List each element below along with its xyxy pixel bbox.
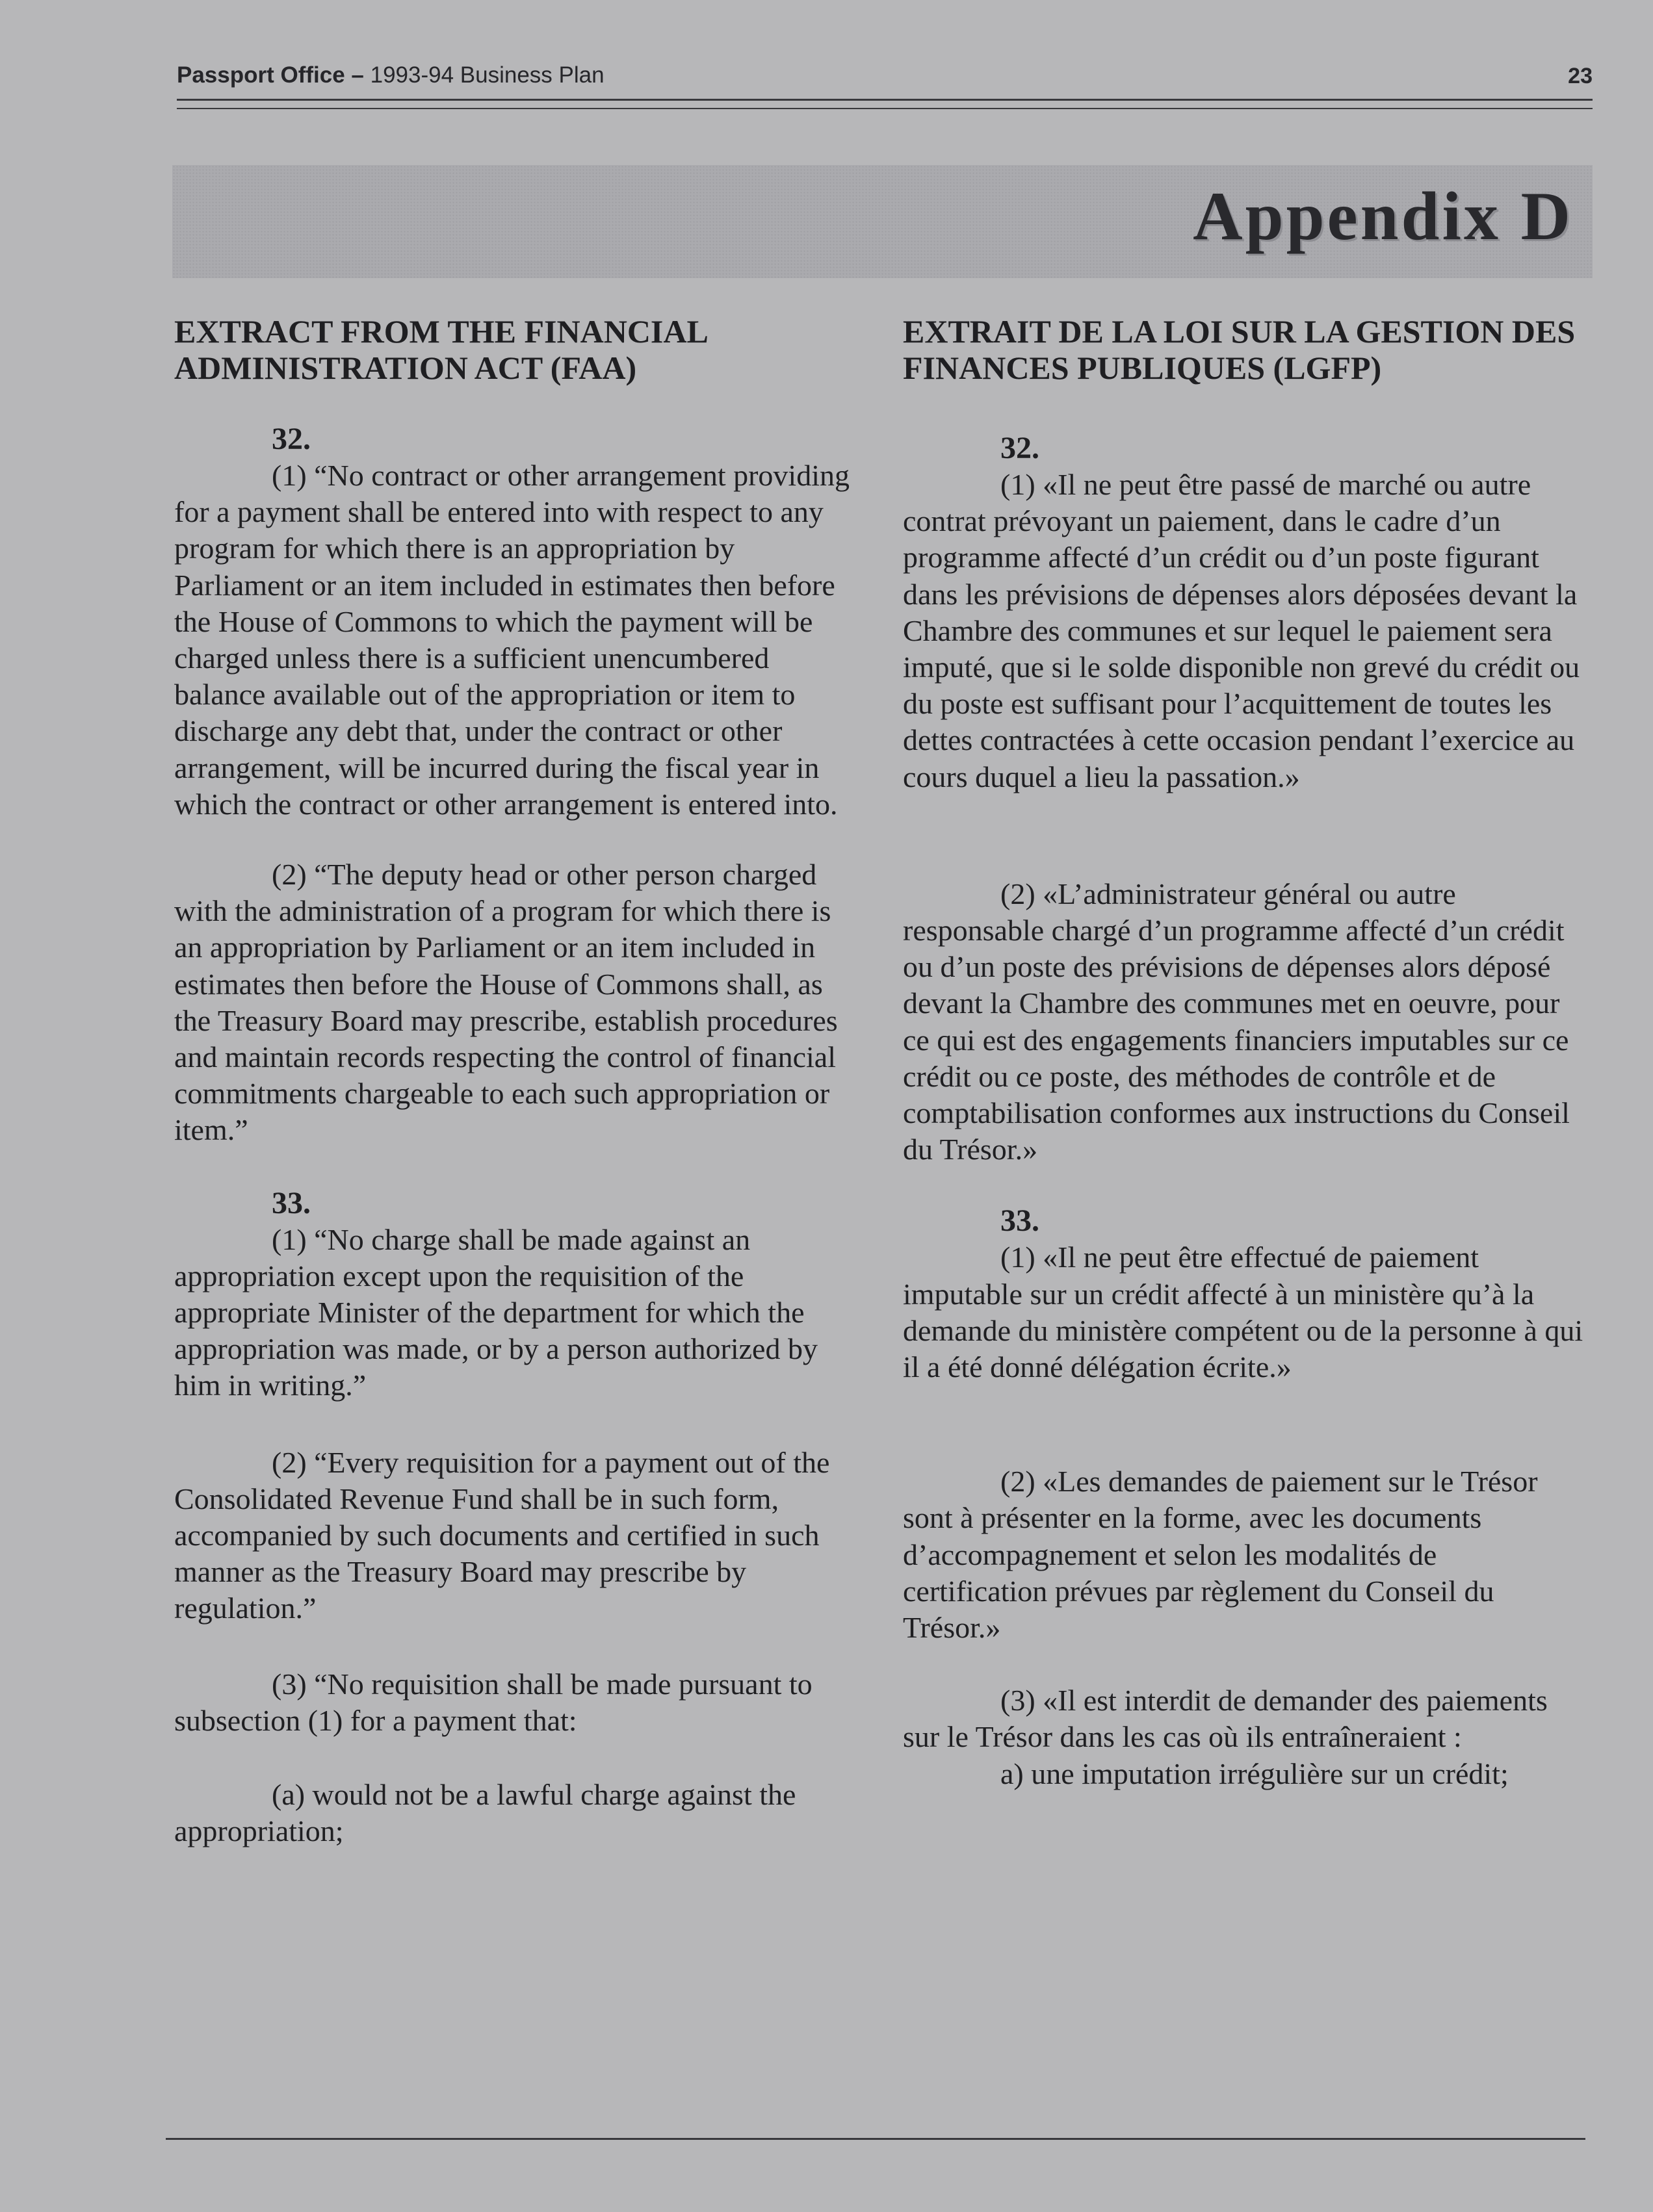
english-33-3a: (a) would not be a lawful charge against the appropriation; [174, 1778, 796, 1848]
english-33-3: (3) “No requisition shall be made pursuant to subsection (1) for a payment that: [174, 1667, 813, 1737]
english-section-32-number: 32. [272, 422, 311, 456]
english-33-1: (1) “No charge shall be made against an appropriation except upon the requisition of the appropriate Minister of the department for which the appropriation was made, or by a person authorized by him in writing.” [174, 1222, 818, 1402]
appendix-title: Appendix D [1193, 178, 1573, 254]
english-33-2: (2) “Every requisition for a payment out of the Consolidated Revenue Fund shall be in such form, accompanied by such documents and certified in such manner as the Treasury Board may prescribe by regulation.” [174, 1445, 830, 1625]
english-section-33-number: 33. [272, 1185, 311, 1220]
english-heading: EXTRACT FROM THE FINANCIAL ADMINISTRATION ACT (FAA) [174, 313, 707, 386]
footer-rule [166, 2138, 1585, 2140]
french-32-1: (1) «Il ne peut être passé de marché ou autre contrat prévoyant un paiement, dans le cadre d’un programme affecté d’un crédit ou d’un poste figurant dans les prévisions de dépenses alors déposées devant la Chambre des communes et sur lequel le paiement sera imputé, que si le solde disponible non grevé du crédit ou du poste est suffisant pour l’acquittement de toutes les dettes contractées à cette occasion pendant l’exercice au cours duquel a lieu la passation.» [903, 468, 1580, 793]
header-office: Passport Office – [177, 62, 364, 88]
french-section-32-number: 32. [1000, 431, 1039, 465]
running-header [177, 62, 1593, 94]
french-heading: EXTRAIT DE LA LOI SUR LA GESTION DES FINANCES PUBLIQUES (LGFP) [903, 313, 1576, 386]
header-plan: 1993-94 Business Plan [363, 62, 605, 88]
header-rule-top [177, 99, 1593, 101]
english-column [174, 313, 850, 1850]
french-section-33-number: 33. [1000, 1203, 1039, 1239]
english-32-1: (1) “No contract or other arrangement providing for a payment shall be entered into with respect to any program for which there is an appropriation by Parliament or an item included in estimates then before the House of Commons to which the payment will be charged unless there is a sufficient unencumbered balance available out of the appropriation or item to discharge any debt that, under the contract or other arrangement, will be incurred during the fiscal year in which the contract or other arrangement is entered into. [174, 459, 850, 821]
french-33-2: (2) «Les demandes de paiement sur le Trésor sont à présenter en la forme, avec les documents d’accompagnement et selon les modalités de certification prévues par règlement du Conseil du Trésor.» [903, 1465, 1538, 1645]
french-33-3a: a) une imputation irrégulière sur un crédit; [1000, 1756, 1509, 1790]
header-title [177, 62, 605, 88]
french-32-2: (2) «L’administrateur général ou autre responsable chargé d’un programme affecté d’un crédit ou d’un poste des prévisions de dépenses alors déposé devant la Chambre des communes met en oeuvre, pour ce qui est des engagements financiers imputables sur ce crédit ou ce poste, des méthodes de contrôle et de comptabilisation conformes aux instructions du Conseil du Trésor.» [903, 877, 1570, 1166]
french-column [903, 313, 1585, 1792]
appendix-banner [172, 165, 1593, 278]
header-rule-bottom [177, 108, 1593, 109]
french-33-1: (1) «Il ne peut être effectué de paiement imputable sur un crédit affecté à un ministère qu’à la demande du ministère compétent ou de la personne à qui il a été donné délégation écrite.» [903, 1241, 1583, 1384]
page-number: 23 [1568, 64, 1593, 88]
french-33-3: (3) «Il est interdit de demander des paiements sur le Trésor dans les cas où ils entraîneraient : [903, 1684, 1548, 1754]
english-32-2: (2) “The deputy head or other person charged with the administration of a program for which there is an appropriation by Parliament or an item included in estimates then before the House of Commons shall, as the Treasury Board may prescribe, establish procedures and maintain records respecting the control of financial commitments chargeable to each such appropriation or item.” [174, 858, 838, 1147]
